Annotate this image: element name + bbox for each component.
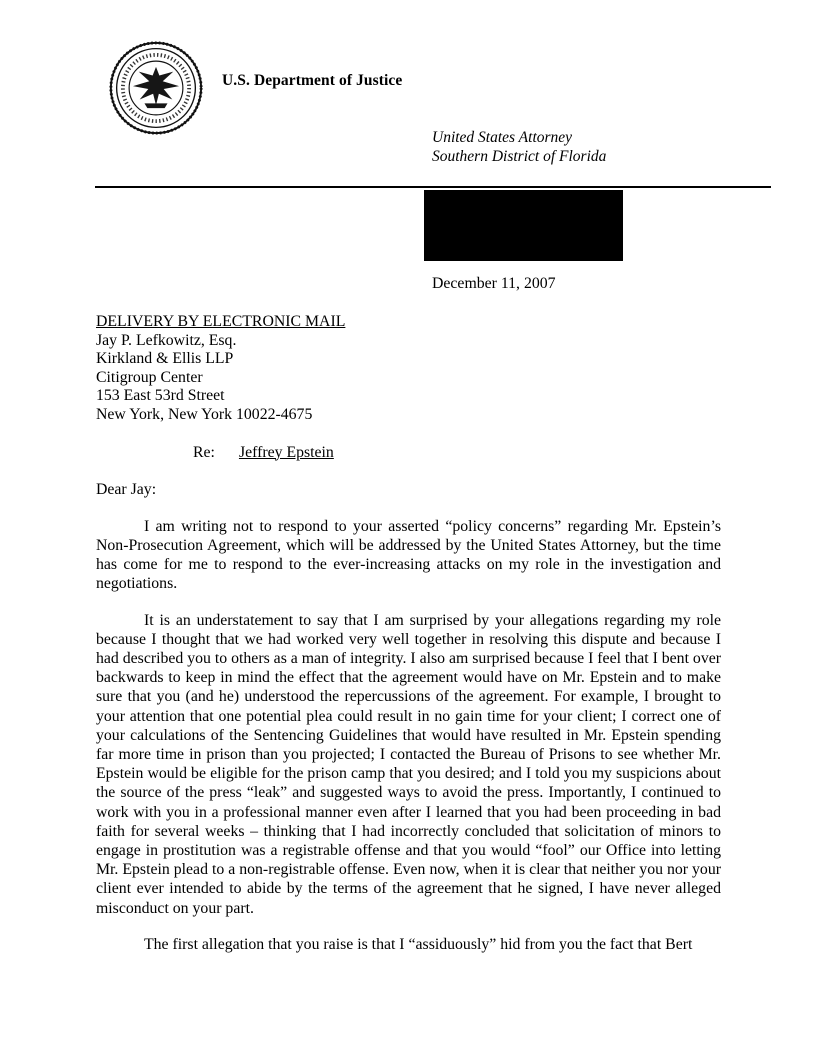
paragraph-3: The first allegation that you raise is that I “assiduously” hid from you the fact that Bert xyxy=(144,935,693,953)
salutation: Dear Jay: xyxy=(96,481,157,499)
recipient-name: Jay P. Lefkowitz, Esq. xyxy=(96,331,237,349)
recipient-firm: Kirkland & Ellis LLP xyxy=(96,350,234,368)
header-rule xyxy=(95,186,771,188)
re-line xyxy=(96,444,721,463)
office-line-district: Southern District of Florida xyxy=(432,148,607,165)
delivery-method: DELIVERY BY ELECTRONIC MAIL xyxy=(96,313,346,330)
paragraph-2: It is an understatement to say that I am surprised by your allegations regarding my role because I thought that we had worked very well together in resolving this dispute and because I had described you to others as a man of integrity. I also am surprised because I feel that I bent over backwards to keep in mind the effect that the agreement would have on Mr. Epstein and to make sure that you (and he) understood the repercussions of the agreement. For example, I brought to your attention that one potential plea could result in no gain time for your client; I correct one of your calculations of the Sentencing Guidelines that would have resulted in Mr. Epstein spending far more time in prison than you projected; I contacted the Bureau of Prisons to see whether Mr. Epstein would be eligible for the prison camp that you desired; and I told you my suspicions about the source of the press “leak” and suggested ways to avoid the press. Importantly, I continued to work with you in a professional manner even after I learned that you had been proceeding in bad faith for several weeks – thinking that I had incorrectly concluded that solicitation of minors to engage in prostitution was a registrable offense and that you would “fool” our Office into letting Mr. Epstein plead to a non-registrable offense. Even now, when it is clear that neither you nor your client ever intended to abide by the terms of the agreement that he signed, I have never alleged misconduct on your part. xyxy=(96,611,721,917)
recipient-city-zip: New York, New York 10022-4675 xyxy=(96,405,313,423)
letter-body xyxy=(96,313,721,954)
doj-seal-icon xyxy=(108,40,204,136)
letter-date: December 11, 2007 xyxy=(432,275,556,292)
re-label: Re: xyxy=(193,443,215,461)
re-subject: Jeffrey Epstein xyxy=(238,443,334,461)
office-block xyxy=(432,128,606,166)
recipient-street: 153 East 53rd Street xyxy=(96,387,225,405)
recipient-block xyxy=(96,313,721,425)
office-line-united-states-attorney: United States Attorney xyxy=(432,129,573,146)
redaction-box xyxy=(424,190,623,261)
department-title: U.S. Department of Justice xyxy=(222,72,403,89)
paragraph-1: I am writing not to respond to your asserted “policy concerns” regarding Mr. Epstein’s Non-Prosecution Agreement, which will be addressed by the United States Attorney, but the time has come for me to respond to the ever-increasing attacks on my role in the investigation and negotiations. xyxy=(96,517,721,593)
recipient-building: Citigroup Center xyxy=(96,368,203,386)
